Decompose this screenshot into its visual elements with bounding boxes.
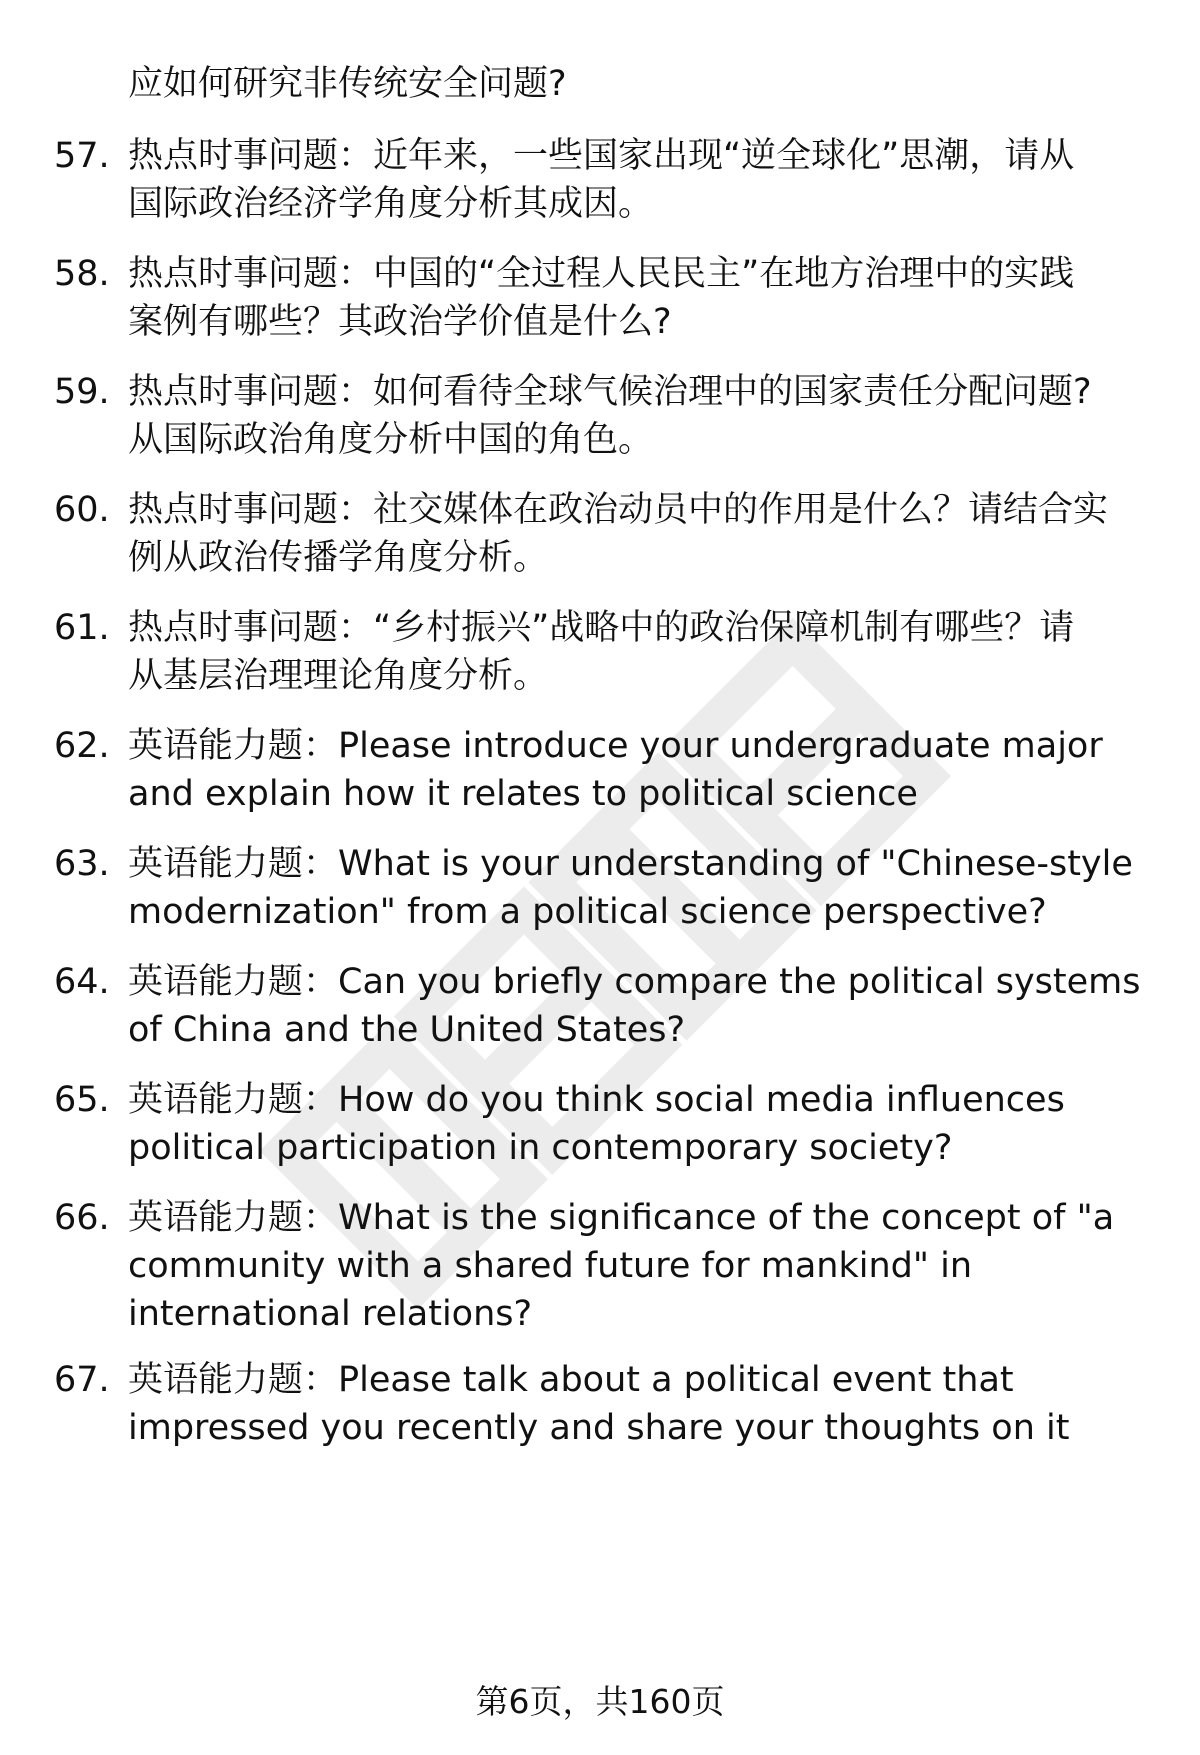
question-text: 英语能力题：Please introduce your undergraduate major and explain how it relates to political science [128, 726, 1103, 814]
question-number: 66. [54, 1198, 110, 1238]
question-number: 63. [54, 844, 110, 884]
question-text: 英语能力题：Please talk about a political event that impressed you recently and share your thoughts on it [128, 1360, 1070, 1448]
question-number: 67. [54, 1360, 110, 1400]
question-text: 热点时事问题：如何看待全球气候治理中的国家责任分配问题? 从国际政治角度分析中国的角色。 [128, 372, 1092, 460]
page-indicator: 第6页，共160页 [475, 1682, 725, 1721]
question-text: 热点时事问题：近年来，一些国家出现“逆全球化”思潮，请从 国际政治经济学角度分析其成因。 [128, 136, 1075, 224]
question-number: 58. [54, 254, 110, 294]
question-number: 61. [54, 608, 110, 648]
question-text: 热点时事问题：“乡村振兴”战略中的政治保障机制有哪些？请 从基层治理理论角度分析。 [128, 608, 1075, 696]
question-text: 英语能力题：Can you briefly compare the political systems of China and the United States? [128, 962, 1141, 1050]
question-text: 英语能力题：How do you think social media influences political participation in contemporary society? [128, 1080, 1065, 1168]
question-number: 64. [54, 962, 110, 1002]
question-text: 英语能力题：What is the significance of the concept of "a community with a shared future for mankind" in international relations? [128, 1198, 1115, 1334]
question-text: 热点时事问题：社交媒体在政治动员中的作用是什么？请结合实 例从政治传播学角度分析。 [128, 490, 1109, 578]
continued-question-text: 应如何研究非传统安全问题? [128, 64, 567, 104]
question-text: 英语能力题：What is your understanding of "Chinese-style modernization" from a political science perspective? [128, 844, 1133, 932]
question-number: 62. [54, 726, 110, 766]
question-number: 65. [54, 1080, 110, 1120]
question-text: 热点时事问题：中国的“全过程人民民主”在地方治理中的实践 案例有哪些？其政治学价值是什么? [128, 254, 1075, 342]
question-number: 59. [54, 372, 110, 412]
question-number: 57. [54, 136, 110, 176]
question-number: 60. [54, 490, 110, 530]
